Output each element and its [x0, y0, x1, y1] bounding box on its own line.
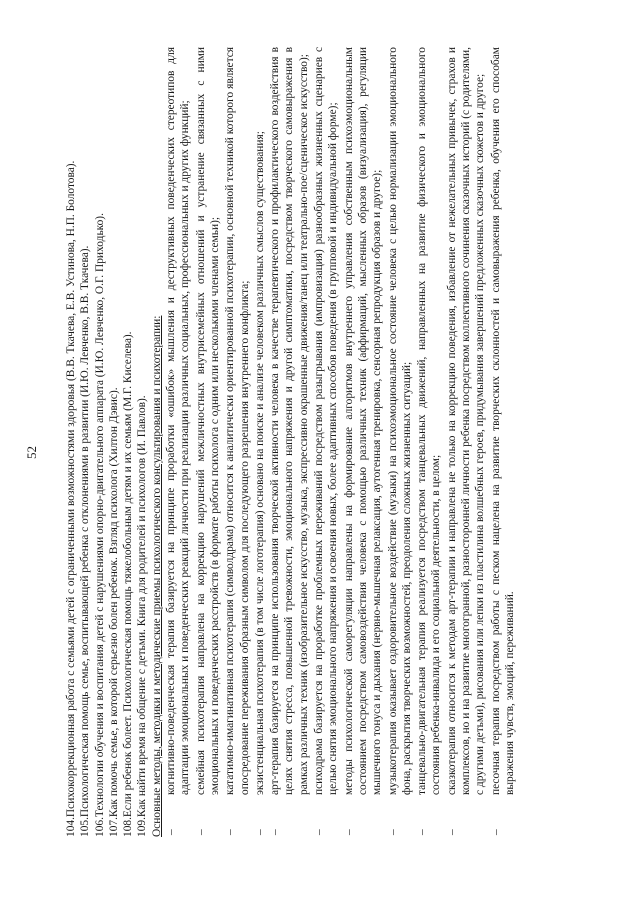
method-item: – когнитивно-поведенческая терапия базируется на принципе проработки «ошибок» мышления и деструктивных поведенческих стереотипов для адаптации эмоциональных и поведенческих реакций личности при реализации различных социальных, профессиональных и других функций; — [164, 47, 193, 837]
reference-item: 105.Психологическая помощь семье, воспитывающей ребенка с отклонениями в развитии (И.Ю. Левченко, В.В. Ткачева). — [79, 245, 92, 837]
reference-item: 108.Если ребенок болеет. Психологическая помощь тяжелобольным детям и их семьям (М.Г. Киселева). — [122, 331, 135, 837]
reference-item: 106.Технологии обучения и воспитания детей с нарушениями опорно-двигательного аппарата (И.Ю. Левченко, О.Г. Приходько). — [93, 213, 106, 837]
page-content — [64, 47, 517, 837]
method-item: – музыкотерапия оказывает оздоровительное воздействие (музыки) на психоэмоциональное состояние человека с целью нормализации эмоционального фона, раскрытия творческих возможностей, преодоления сложных жизненных ситуаций; — [386, 47, 415, 837]
method-item: – сказкотерапия относится к методам арт-терапии и направлена не только на коррекцию поведения, избавление от нежелательных привычек, страхов и комплексов, но и на развитие многогранной, разносторонней личности ребенка посредством коллективного сочинения сказочных историй (с родителями, с другими детьми), рисования или лепки из пластилина волшебных героев, придумывания завершений предложенных сказочных сюжетов и другое; — [445, 47, 488, 837]
reference-list — [64, 47, 150, 837]
method-item: – песочная терапия посредством работы с песком нацелена на развитие творческих склонностей и самовыражения ребенка, обучения его способам выражения чувств, эмоций, переживаний. — [489, 47, 518, 837]
methods-list — [164, 47, 517, 837]
method-item: – семейная психотерапия направлена на коррекцию нарушений межличностных внутрисемейных отношений и устранение связанных с ними эмоциональных и поведенческих расстройств (в формате работы психолога с одним или несколькими членами семьи); — [194, 47, 223, 837]
method-item: – танцевально-двигательная терапия реализуется посредством танцевальных движений, направленных на развитие физического и эмоционального состояния ребенка-инвалида и его социальной деятельности, в целом; — [415, 47, 444, 837]
method-item: – экзистенциальная психотерапия (в том числе логотерапия) основано на поиске и анализе человеком различных смыслов существования; — [253, 47, 267, 837]
method-item: – психодрама базируется на проработке проблемных переживаний посредством разыгрывания (импровизация) разнообразных жизненных сценариев с целью снятия эмоционального напряжения и освоения новых, более адаптивных способов поведения (в групповой и индивидуальной форме); — [312, 47, 341, 837]
section-heading: Основные методы, методики и методические приемы психологического консультирования и психотерапии: — [150, 315, 163, 837]
reference-item: 109.Как найти время на общение с детьми. Книга для родителей и психологов (И. Павлов). — [136, 395, 149, 837]
page-number: 52 — [24, 446, 39, 459]
reference-item: 104.Психокоррекционная работа с семьями детей с ограниченными возможностями здоровья (В.В. Ткачева, Е.В. Устинова, Н.П. Болотова). — [65, 160, 77, 837]
method-item: – методы психологической саморегуляции направлены на формирование алгоритмов внутреннего управления собственным психоэмоциональным состоянием посредством самовоздействия человека с помощью различных техник (аффирмаций, мысленных образов (визуализация), регуляции мышечного тонуса и дыхания (нервно-мышечная релаксация, аутогенная тренировка, сенсорная репродукция образов и другое); — [342, 47, 385, 837]
method-item: – арт-терапия базируется на принципе использования творческой активности человека в качестве терапевтического и профилактического воздействия в целях снятия стресса, повышенной тревожности, эмоционального напряжения и другой симптоматики, посредством творческого самовыражения в рамках различных техник (изобразительное искусство, музыка, экспрессивно окрашенные движения/танец или театрально-пое/сценическое искусство); — [268, 47, 311, 837]
reference-item: 107.Как помочь семье, в которой серьезно болен ребенок. Взгляд психолога (Хилтон Дэвис). — [107, 387, 120, 837]
method-item: – кататимно-имагинативная психотерапия (символдрама) относится к аналитически ориентированной психотерапии, основной техникой которого является опосредование переживания образным символом для последующего разрешения внутреннего конфликта; — [223, 47, 252, 837]
